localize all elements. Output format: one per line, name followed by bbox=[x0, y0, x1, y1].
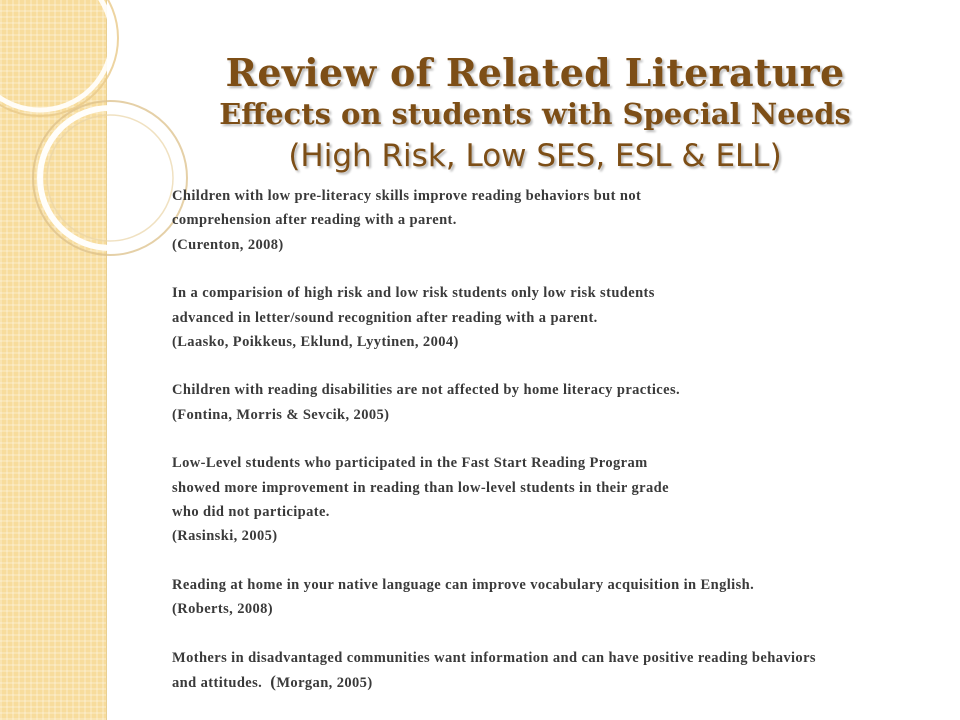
finding-citation: (Laasko, Poikkeus, Eklund, Lyytinen, 2004) bbox=[172, 334, 459, 351]
finding-paragraph bbox=[172, 573, 932, 622]
finding-citation: Morgan, 2005) bbox=[276, 675, 373, 692]
finding-paragraph bbox=[172, 451, 932, 549]
finding-citation: (Roberts, 2008) bbox=[172, 601, 274, 618]
finding-line: In a comparision of high risk and low risk students only low risk students bbox=[172, 285, 655, 302]
findings-list bbox=[172, 184, 932, 720]
finding-line-last bbox=[172, 670, 932, 695]
finding-line: Mothers in disadvantaged communities want information and can have positive reading behaviors bbox=[172, 649, 816, 666]
finding-paragraph bbox=[172, 646, 932, 696]
finding-line: Low-Level students who participated in the Fast Start Reading Program bbox=[172, 455, 648, 472]
slide-subtitle-scope: (High Risk, Low SES, ESL & ELL) bbox=[288, 138, 782, 174]
finding-text: and attitudes. bbox=[172, 675, 263, 692]
finding-line: Children with low pre-literacy skills improve reading behaviors but not bbox=[172, 188, 642, 204]
citation-open-paren: ( bbox=[270, 672, 277, 692]
finding-line: showed more improvement in reading than low-level students in their grade bbox=[172, 479, 669, 496]
slide-subtitle: Effects on students with Special Needs bbox=[219, 97, 851, 131]
finding-line: Children with reading disabilities are not affected by home literacy practices. bbox=[172, 382, 681, 399]
finding-paragraph bbox=[172, 184, 932, 257]
finding-paragraph bbox=[172, 281, 932, 354]
finding-citation: (Curenton, 2008) bbox=[172, 236, 284, 253]
finding-citation: (Fontina, Morris & Sevcik, 2005) bbox=[172, 406, 390, 423]
finding-line: who did not participate. bbox=[172, 504, 330, 521]
slide-title: Review of Related Literature bbox=[225, 50, 845, 95]
finding-line: comprehension after reading with a parent. bbox=[172, 212, 457, 229]
finding-line: advanced in letter/sound recognition after reading with a parent. bbox=[172, 309, 598, 326]
finding-paragraph bbox=[172, 378, 932, 427]
finding-citation: (Rasinski, 2005) bbox=[172, 528, 278, 545]
finding-line: Reading at home in your native language can improve vocabulary acquisition in English. bbox=[172, 576, 755, 593]
